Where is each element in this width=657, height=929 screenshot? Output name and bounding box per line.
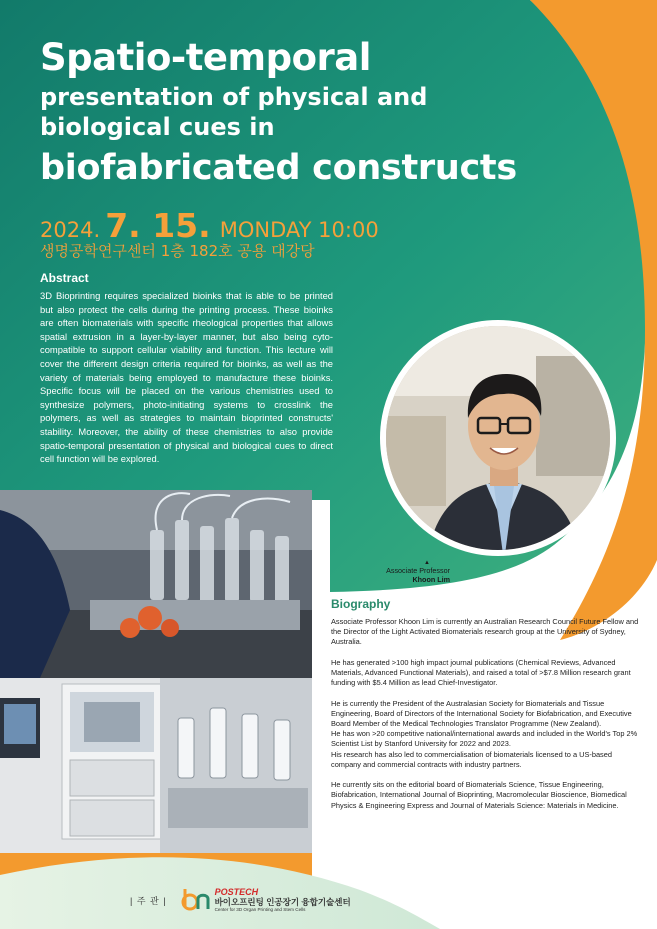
title-line-4: biofabricated constructs (40, 148, 517, 188)
bio-paragraph-2: He has generated >100 high impact journal publications (Chemical Reviews, Advanced Materials, Advanced Functional Materials), and raised a total of >$7.8 Million research grant funding with $5.4 Million as lead Chief-Investigator. (331, 657, 631, 688)
org-name-block (215, 887, 351, 913)
org-brand: POSTECH (214, 887, 259, 897)
biography-body (331, 617, 641, 821)
bioprinter-machine-image (0, 678, 312, 853)
abstract-body: 3D Bioprinting requires specialized bioinks that is able to be printed but also protect the cells during the printing process. These bioinks are often biomaterials with specific rheological properties that allows spatial extrusion in a layer-by-layer manner, but also being cyto-compatible to support cellular viability and function. This lecture will cover the different design criteria required for bioinks, as well as the variety of materials being employed to manufacture these bioinks. Specific focus will be placed on the various chemistries used to synthesize polymers, photo-initiating systems to crosslink the polymers, as well as strategies to maintain bioprinted constructs' stability. Moreover, the ability of these chemistries to also provide spatio-temporal presentation of physical and biological cues to direct cell function will be explored. (40, 290, 333, 465)
bio-paragraph-4: He has won >20 competitive national/international awards and included in the World's Top 2% Scientist List by Stanford University for 2022 and 2023. (331, 729, 638, 749)
title-line-3: biological cues in (40, 113, 275, 141)
event-venue: 생명공학연구센터 1층 182호 공용 대강당 (40, 242, 315, 260)
speaker-caption (360, 560, 450, 584)
bio-paragraph-6: He currently sits on the editorial board of Biomaterials Science, Tissue Engineering, Biofabrication, International Journal of Bioprinting, Macromolecular Bioscience, Biomedical Physics & Engineering Express and Journal of Materials Science: Materials in Medicine. (331, 780, 627, 810)
title-line-2: presentation of physical and (40, 83, 428, 111)
footer-host (130, 887, 351, 913)
bioprinter-photo-closeup (0, 490, 312, 678)
event-day-time: MONDAY 10:00 (219, 218, 379, 242)
bioprinter-closeup-image (0, 490, 312, 678)
center-logo-icon (181, 887, 211, 913)
bio-paragraph-3: He is currently the President of the Australasian Society for Biomaterials and Tissue Engineering, Board of Directors of the International Society for Biofabrication, and Executive Board Member of the Medical Technologies Translator Programme (New Zealand). (331, 698, 632, 728)
speaker-portrait (380, 320, 616, 556)
bio-paragraph-1: Associate Professor Khoon Lim is currently an Australian Research Council Future Fellow and the Director of the Light Activated Biomaterials research group at the University of Sydney, Australia. (331, 617, 639, 647)
speaker-name: Khoon Lim (412, 575, 450, 584)
speaker-role: Associate Professor (386, 566, 450, 575)
org-korean-name: 바이오프린팅 인공장기 융합기술센터 (214, 897, 351, 907)
host-label: | 주 관 | (130, 895, 167, 906)
org-english-name: Center for 3D Organ Printing and Stem Cells (214, 907, 306, 912)
bioprinter-photo-machine (0, 678, 312, 853)
poster-title (40, 36, 640, 190)
event-year: 2024. (40, 218, 101, 242)
event-month-day: 7. 15. (105, 206, 211, 245)
caption-arrow-icon: ▲ (424, 560, 430, 566)
title-line-1: Spatio-temporal (40, 36, 371, 79)
bio-paragraph-5: His research has also led to commercialisation of biomaterials licensed to a US-based company and commercial contracts with industry partners. (331, 749, 612, 769)
biography-heading: Biography (331, 597, 391, 611)
abstract-heading: Abstract (40, 271, 89, 285)
